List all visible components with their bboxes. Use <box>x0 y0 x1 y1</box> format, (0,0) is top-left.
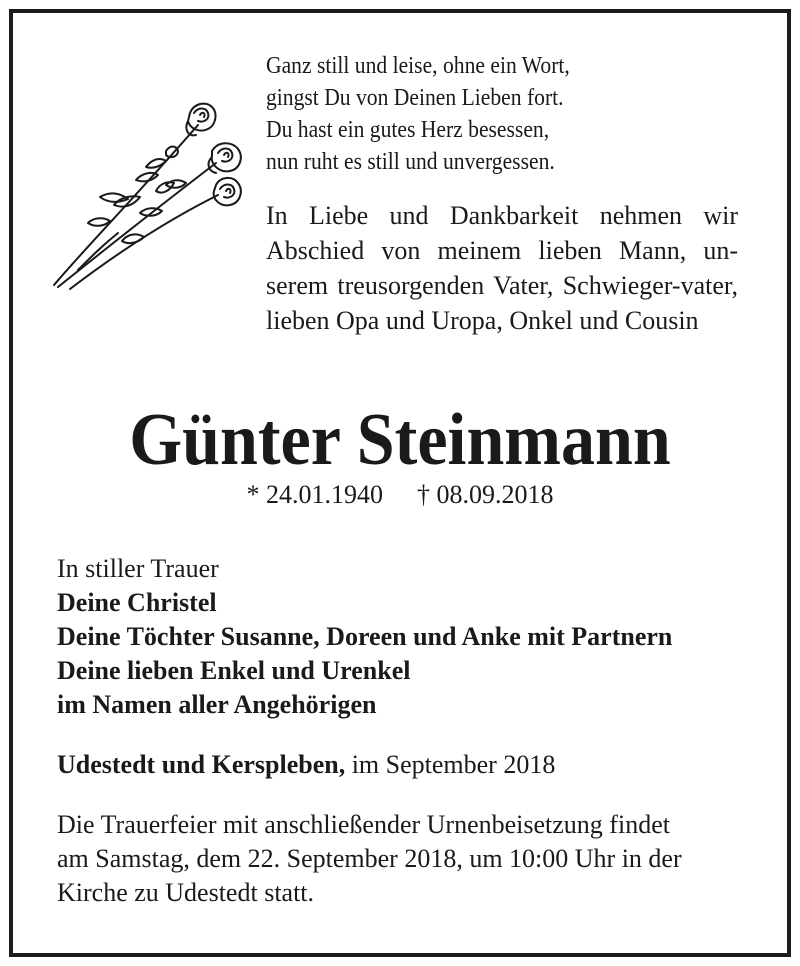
poem <box>266 50 570 178</box>
intro-text: In Liebe und Dankbarkeit nehmen wir Abschied von meinem lieben Mann, un-serem treusorgenden Vater, Schwieger-vater, lieben Opa und Uropa, Onkel und Cousin <box>266 201 738 335</box>
mourners-block <box>57 552 672 722</box>
mourner-line: im Namen aller Angehörigen <box>57 690 377 719</box>
poem-line: Du hast ein gutes Herz besessen, <box>266 117 550 143</box>
funeral-info <box>57 808 747 910</box>
deceased-name: Günter Steinmann <box>129 399 671 481</box>
funeral-line: Die Trauerfeier mit anschließender Urnenbeisetzung findet <box>57 810 670 839</box>
mourner-line: Deine lieben Enkel und Urenkel <box>57 656 411 685</box>
place-towns: Udestedt und Kerspleben, <box>57 750 346 779</box>
poem-line: nun ruht es still und unvergessen. <box>266 149 555 175</box>
life-dates <box>0 478 800 512</box>
roses-icon <box>48 95 258 290</box>
mourner-line: Deine Christel <box>57 588 217 617</box>
funeral-line: Kirche zu Udestedt statt. <box>57 878 315 907</box>
birth-date: * 24.01.1940 <box>246 480 383 509</box>
death-date: † 08.09.2018 <box>417 480 554 509</box>
place-date: im September 2018 <box>345 750 556 779</box>
mourners-lead: In stiller Trauer <box>57 554 219 583</box>
poem-line: Ganz still und leise, ohne ein Wort, <box>266 53 570 79</box>
poem-line: gingst Du von Deinen Lieben fort. <box>266 85 564 111</box>
place-date-line <box>57 748 555 782</box>
mourner-line: Deine Töchter Susanne, Doreen und Anke mit Partnern <box>57 622 673 651</box>
funeral-line: am Samstag, dem 22. September 2018, um 10:00 Uhr in der <box>57 844 682 873</box>
